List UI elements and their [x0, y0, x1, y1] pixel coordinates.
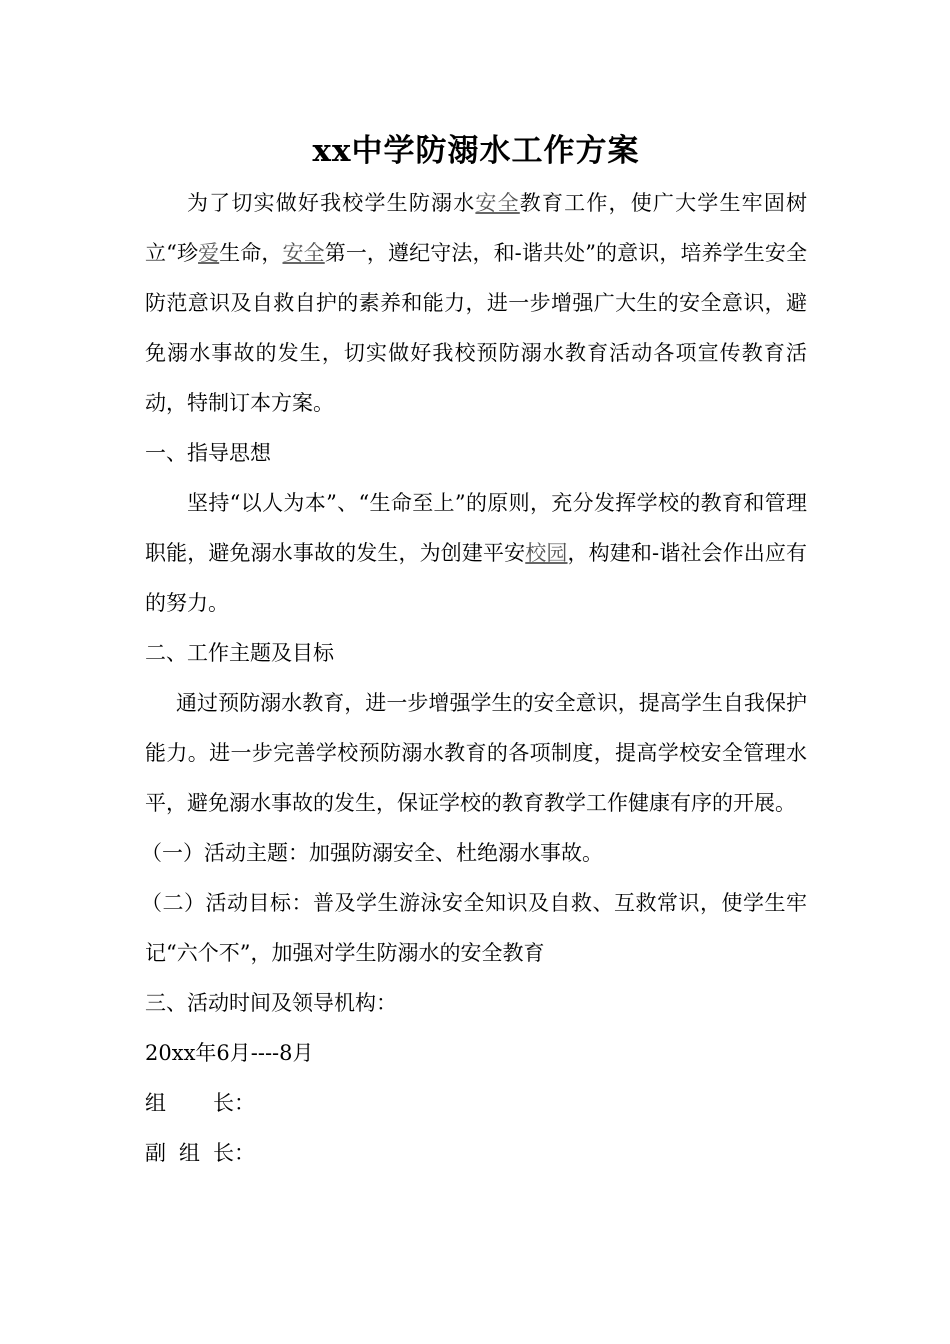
- section2-paragraph: 通过预防溺水教育，进一步增强学生的安全意识，提高学生自我保护能力。进一步完善学校预防溺水教育的各项制度，提高学校安全管理水平，避免溺水事故的发生，保证学校的教育教学工作健康有序的开展。: [145, 691, 807, 815]
- section1-text-2: ，构建和-谐社会作出应有的努力。: [145, 541, 808, 615]
- link-campus[interactable]: 校园: [525, 541, 568, 565]
- deputy-label-part2: 组: [179, 1141, 200, 1165]
- deputy-leader-row: [145, 1128, 807, 1178]
- section2-heading: 二、工作主题及目标: [145, 641, 334, 665]
- intro-text-1: 为了切实做好我校学生防溺水: [187, 191, 476, 215]
- section1-text-1: 坚持“以人为本”、“生命至上”的原则，充分发挥学校的教育和管理职能，避免溺水事故的发生，为创建平安: [145, 491, 807, 565]
- leader-label-part1: 组: [145, 1091, 166, 1115]
- leader-row: [145, 1078, 807, 1128]
- intro-text-4: 第一，遵纪守法，和-谐共处”的意识，培养学生安全防范意识及自救自护的素养和能力，进一步增强广大生的安全意识，避免溺水事故的发生，切实做好我校预防溺水教育活动各项宣传教育活动，特制订本方案。: [145, 241, 807, 415]
- document-title: xx中学防溺水工作方案: [312, 133, 640, 169]
- intro-paragraph: [145, 178, 807, 428]
- intro-text-2: 教育工作，使广大学生牢固树立“珍: [145, 191, 808, 265]
- section3-heading: 三、活动时间及领导机构：: [145, 991, 397, 1015]
- activity-date: 20xx年6月----8月: [145, 1041, 314, 1065]
- section1-heading: 一、指导思想: [145, 441, 271, 465]
- section1-paragraph: [145, 478, 807, 628]
- section2-item-goal: （二）活动目标：普及学生游泳安全知识及自救、互救常识，使学生牢记“六个不”，加强对学生防溺水的安全教育: [141, 891, 807, 965]
- deputy-label-part3: 长：: [213, 1141, 255, 1165]
- section2-item-theme: （一）活动主题：加强防溺安全、杜绝溺水事故。: [141, 841, 603, 865]
- link-love[interactable]: 爱: [198, 241, 220, 265]
- leader-label-part2: 长：: [213, 1091, 255, 1115]
- document-page: [141, 128, 808, 1178]
- intro-text-3: 生命，: [219, 241, 283, 265]
- deputy-label-part1: 副: [145, 1141, 166, 1165]
- link-safety-1[interactable]: 安全: [475, 191, 520, 215]
- link-safety-2[interactable]: 安全: [282, 241, 325, 265]
